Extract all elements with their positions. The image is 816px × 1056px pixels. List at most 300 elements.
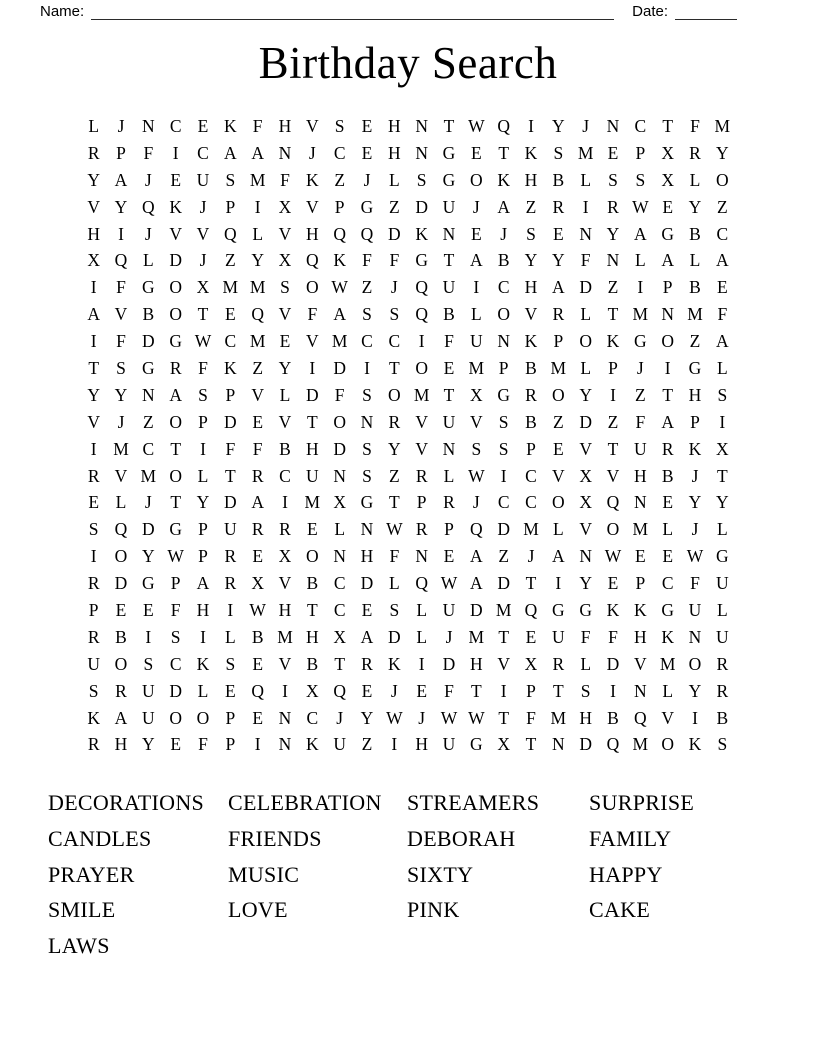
grid-cell: D [442, 653, 456, 674]
grid-cell: T [470, 680, 482, 701]
grid-cell: O [114, 546, 128, 567]
grid-cell: T [498, 626, 510, 647]
grid-cell: A [552, 546, 565, 567]
grid-cell: Q [415, 304, 428, 325]
grid-cell: J [445, 626, 453, 647]
grid-cell: R [415, 519, 428, 540]
grid-cell: C [279, 465, 291, 486]
grid-cell: D [114, 573, 128, 594]
grid-cell: E [224, 304, 236, 325]
grid-cell: C [525, 465, 537, 486]
grid-cell: H [306, 626, 319, 647]
grid-cell: U [442, 411, 456, 432]
grid-cell: P [444, 519, 454, 540]
grid-cell: B [552, 169, 565, 190]
grid-cell: S [608, 169, 618, 190]
grid-cell: D [142, 331, 155, 352]
grid-cell: H [196, 599, 210, 620]
grid-cell: I [254, 196, 261, 217]
grid-cell: Z [224, 250, 236, 271]
grid-cell: S [88, 519, 99, 540]
grid-cell: O [169, 304, 182, 325]
grid-cell: V [415, 411, 428, 432]
grid-cell: K [634, 599, 647, 620]
grid-cell: M [468, 357, 485, 378]
grid-cell: E [115, 599, 127, 620]
grid-cell: X [579, 465, 592, 486]
grid-cell: O [470, 169, 483, 190]
grid-cell: M [277, 626, 293, 647]
grid-cell: G [552, 599, 565, 620]
grid-cell: G [470, 734, 483, 755]
grid-cell: I [145, 626, 152, 647]
grid-cell: L [388, 573, 400, 594]
grid-cell: E [416, 680, 428, 701]
grid-cell: I [90, 331, 97, 352]
grid-cell: H [388, 142, 401, 163]
grid-cell: A [634, 223, 647, 244]
grid-cell: K [333, 250, 346, 271]
grid-cell: O [169, 707, 182, 728]
grid-cell: O [306, 546, 319, 567]
grid-cell: E [662, 196, 674, 217]
grid-cell: M [140, 465, 157, 486]
grid-cell: Z [607, 277, 619, 298]
grid-cell: P [198, 519, 208, 540]
word-list [48, 785, 816, 964]
grid-cell: E [607, 573, 619, 594]
grid-cell: O [606, 519, 620, 540]
grid-cell: S [198, 384, 208, 405]
grid-cell: E [252, 707, 264, 728]
grid-cell: G [442, 142, 456, 163]
grid-cell: N [606, 250, 620, 271]
grid-cell: M [304, 492, 321, 513]
grid-cell: T [306, 411, 318, 432]
grid-cell: H [415, 734, 428, 755]
grid-cell: J [117, 411, 125, 432]
grid-cell: K [415, 223, 428, 244]
grid-cell: Y [142, 546, 155, 567]
grid-cell: Y [552, 115, 565, 136]
grid-cell: V [114, 465, 128, 486]
grid-cell: A [716, 250, 729, 271]
grid-cell: D [579, 734, 592, 755]
grid-cell: W [194, 331, 212, 352]
grid-cell: T [607, 304, 619, 325]
grid-cell: E [252, 546, 264, 567]
grid-cell: R [552, 196, 565, 217]
grid-cell: E [634, 546, 646, 567]
grid-cell: H [278, 115, 292, 136]
grid-cell: Q [333, 680, 346, 701]
grid-cell: B [525, 357, 537, 378]
grid-cell: V [87, 196, 100, 217]
grid-cell: Q [497, 115, 510, 136]
grid-cell: L [580, 653, 592, 674]
grid-cell: E [470, 223, 482, 244]
grid-cell: Z [388, 465, 400, 486]
grid-cell: V [306, 196, 319, 217]
grid-cell: W [440, 707, 458, 728]
grid-cell: C [716, 223, 729, 244]
grid-cell: Y [251, 250, 264, 271]
grid-cell: W [468, 115, 485, 136]
word-list-item: PINK [407, 897, 460, 923]
word-list-item: CAKE [589, 897, 651, 923]
grid-cell: D [497, 519, 510, 540]
grid-cell: P [225, 384, 236, 405]
grid-cell: J [500, 223, 508, 244]
word-list-item: PRAYER [48, 861, 135, 887]
grid-cell: M [222, 277, 239, 298]
grid-cell: R [87, 734, 100, 755]
grid-cell: B [661, 465, 674, 486]
grid-cell: A [470, 573, 483, 594]
grid-cell: N [333, 546, 346, 567]
grid-cell: Q [470, 519, 483, 540]
grid-cell: I [254, 734, 261, 755]
grid-cell: T [334, 653, 346, 674]
grid-cell: F [444, 680, 454, 701]
word-list-item: FAMILY [589, 826, 672, 852]
grid-cell: N [360, 411, 374, 432]
grid-cell: L [279, 384, 291, 405]
grid-cell: Y [142, 734, 155, 755]
grid-cell: C [142, 438, 155, 459]
grid-cell: J [691, 465, 699, 486]
grid-cell: K [497, 169, 510, 190]
grid-cell: Y [360, 707, 374, 728]
grid-cell: J [527, 546, 535, 567]
grid-cell: N [497, 331, 510, 352]
grid-cell: N [661, 304, 674, 325]
grid-cell: S [362, 384, 372, 405]
grid-cell: N [360, 519, 374, 540]
grid-cell: C [388, 331, 401, 352]
grid-cell: C [224, 331, 237, 352]
grid-cell: S [471, 438, 482, 459]
grid-cell: V [579, 519, 592, 540]
grid-cell: S [498, 438, 509, 459]
grid-cell: G [142, 277, 155, 298]
grid-cell: T [525, 573, 537, 594]
grid-cell: W [440, 573, 458, 594]
word-list-item: CELEBRATION [228, 790, 382, 816]
grid-cell: I [719, 411, 726, 432]
grid-cell: R [87, 573, 100, 594]
grid-cell: Q [114, 519, 128, 540]
grid-cell: L [197, 465, 209, 486]
grid-cell: J [144, 492, 152, 513]
grid-cell: N [442, 223, 456, 244]
grid-cell: R [661, 438, 674, 459]
grid-cell: G [661, 223, 674, 244]
grid-cell: Y [196, 492, 210, 513]
grid-cell: A [114, 169, 128, 190]
grid-cell: M [468, 626, 485, 647]
grid-cell: M [632, 734, 649, 755]
grid-cell: H [360, 546, 374, 567]
grid-cell: I [418, 653, 425, 674]
grid-cell: S [88, 680, 99, 701]
grid-cell: D [388, 626, 401, 647]
grid-cell: T [498, 142, 510, 163]
grid-cell: E [224, 680, 236, 701]
grid-cell: O [552, 492, 565, 513]
grid-cell: O [196, 707, 210, 728]
grid-cell: V [634, 653, 647, 674]
grid-cell: R [552, 304, 565, 325]
grid-cell: K [661, 626, 674, 647]
grid-cell: K [196, 653, 210, 674]
grid-cell: E [361, 599, 373, 620]
grid-cell: M [550, 357, 567, 378]
grid-cell: A [224, 142, 237, 163]
grid-cell: J [472, 492, 480, 513]
grid-cell: A [716, 331, 729, 352]
grid-cell: O [579, 331, 592, 352]
grid-cell: M [632, 304, 649, 325]
grid-cell: S [526, 223, 536, 244]
grid-cell: Q [360, 223, 374, 244]
grid-cell: Q [251, 304, 264, 325]
grid-cell: J [363, 169, 371, 190]
grid-cell: G [142, 357, 155, 378]
grid-cell: M [687, 304, 703, 325]
grid-cell: R [279, 519, 291, 540]
grid-cell: Z [716, 196, 728, 217]
grid-cell: Q [306, 250, 319, 271]
grid-cell: Z [689, 331, 701, 352]
grid-cell: J [144, 169, 152, 190]
grid-cell: X [497, 734, 510, 755]
grid-cell: R [415, 465, 428, 486]
grid-cell: Y [87, 169, 100, 190]
grid-cell: T [443, 384, 455, 405]
grid-cell: N [606, 115, 620, 136]
grid-cell: H [306, 438, 319, 459]
grid-cell: B [443, 304, 455, 325]
grid-cell: R [224, 546, 237, 567]
grid-cell: J [390, 277, 398, 298]
grid-cell: F [444, 331, 454, 352]
word-list-item: MUSIC [228, 861, 300, 887]
grid-cell: Y [606, 223, 620, 244]
grid-cell: B [689, 277, 701, 298]
grid-cell: F [116, 277, 126, 298]
grid-cell: E [88, 492, 100, 513]
grid-cell: B [115, 626, 127, 647]
grid-cell: I [582, 196, 589, 217]
grid-cell: O [114, 653, 128, 674]
grid-cell: G [360, 196, 374, 217]
grid-cell: V [415, 438, 428, 459]
grid-cell: F [334, 384, 345, 405]
grid-cell: G [661, 599, 674, 620]
grid-cell: T [552, 680, 564, 701]
grid-cell: E [361, 115, 373, 136]
grid-cell: R [169, 357, 182, 378]
grid-cell: J [390, 680, 398, 701]
grid-cell: I [528, 115, 534, 136]
grid-cell: H [634, 465, 647, 486]
grid-cell: M [714, 115, 731, 136]
grid-cell: Y [716, 492, 729, 513]
grid-cell: O [688, 653, 702, 674]
grid-cell: X [251, 573, 264, 594]
grid-cell: U [142, 707, 155, 728]
grid-cell: S [498, 411, 509, 432]
grid-cell: V [606, 465, 620, 486]
grid-cell: U [442, 734, 456, 755]
word-list-item: LOVE [228, 897, 288, 923]
grid-cell: E [252, 653, 264, 674]
grid-cell: F [198, 357, 208, 378]
grid-cell: F [143, 142, 154, 163]
grid-cell: S [362, 438, 372, 459]
grid-cell: A [470, 250, 483, 271]
grid-cell: T [498, 707, 510, 728]
grid-cell: R [525, 384, 537, 405]
grid-cell: Q [142, 196, 155, 217]
grid-cell: A [497, 196, 510, 217]
grid-cell: E [662, 546, 674, 567]
grid-cell: P [198, 546, 208, 567]
grid-cell: P [526, 438, 536, 459]
grid-cell: B [525, 411, 537, 432]
grid-cell: T [443, 115, 455, 136]
grid-cell: Y [716, 142, 729, 163]
grid-cell: I [200, 438, 206, 459]
grid-cell: U [552, 626, 565, 647]
grid-cell: I [90, 277, 97, 298]
grid-cell: K [388, 653, 401, 674]
grid-cell: Y [87, 384, 100, 405]
grid-cell: C [361, 331, 373, 352]
grid-cell: I [555, 573, 562, 594]
grid-cell: V [278, 223, 292, 244]
grid-cell: Y [688, 196, 702, 217]
grid-cell: B [716, 707, 729, 728]
grid-cell: I [610, 680, 616, 701]
grid-cell: N [142, 115, 155, 136]
grid-cell: V [114, 304, 128, 325]
grid-cell: A [470, 546, 483, 567]
grid-cell: E [552, 223, 564, 244]
grid-cell: T [306, 599, 318, 620]
word-list-column [228, 785, 407, 964]
grid-cell: R [224, 573, 237, 594]
grid-cell: V [278, 653, 292, 674]
grid-cell: I [610, 384, 616, 405]
grid-cell: O [333, 411, 346, 432]
grid-cell: G [142, 573, 155, 594]
grid-cell: M [113, 438, 129, 459]
grid-cell: A [87, 304, 100, 325]
grid-cell: P [553, 331, 564, 352]
grid-cell: T [224, 465, 236, 486]
grid-cell: V [524, 304, 538, 325]
grid-cell: L [334, 519, 346, 540]
grid-cell: F [580, 626, 591, 647]
grid-cell: V [306, 331, 319, 352]
grid-cell: N [634, 680, 647, 701]
grid-cell: E [279, 331, 291, 352]
grid-cell: G [360, 492, 374, 513]
grid-cell: W [167, 546, 184, 567]
grid-cell: T [607, 438, 619, 459]
grid-cell: C [197, 142, 209, 163]
grid-cell: M [632, 519, 649, 540]
grid-cell: X [716, 438, 729, 459]
word-list-item: SURPRISE [589, 790, 695, 816]
grid-cell: F [389, 546, 400, 567]
grid-cell: L [716, 599, 728, 620]
word-list-item: FRIENDS [228, 826, 322, 852]
grid-cell: S [280, 277, 290, 298]
grid-cell: U [716, 626, 729, 647]
grid-cell: A [114, 707, 128, 728]
grid-cell: L [115, 492, 127, 513]
grid-cell: Y [688, 680, 702, 701]
grid-cell: L [580, 304, 592, 325]
grid-cell: U [442, 196, 456, 217]
grid-cell: O [306, 277, 319, 298]
grid-cell: A [661, 411, 674, 432]
grid-cell: R [607, 196, 619, 217]
grid-cell: Y [524, 250, 538, 271]
grid-cell: X [579, 492, 592, 513]
grid-cell: R [251, 465, 264, 486]
grid-cell: I [118, 223, 124, 244]
grid-cell: F [198, 734, 208, 755]
grid-cell: V [196, 223, 210, 244]
grid-cell: E [170, 734, 182, 755]
grid-cell: M [331, 331, 348, 352]
grid-cell: L [224, 626, 236, 647]
grid-cell: Q [415, 277, 428, 298]
grid-cell: W [386, 707, 403, 728]
grid-cell: Q [634, 707, 647, 728]
grid-cell: M [249, 277, 266, 298]
grid-cell: D [497, 573, 510, 594]
grid-cell: R [87, 142, 100, 163]
grid-cell: V [278, 304, 292, 325]
grid-cell: L [416, 626, 428, 647]
grid-cell: R [87, 465, 100, 486]
grid-cell: I [418, 331, 425, 352]
grid-cell: X [661, 142, 674, 163]
grid-cell: J [117, 115, 125, 136]
grid-cell: T [525, 734, 537, 755]
grid-cell: R [251, 519, 264, 540]
grid-cell: W [604, 546, 622, 567]
grid-cell: Z [252, 357, 264, 378]
grid-cell: L [142, 250, 154, 271]
grid-cell: N [579, 546, 592, 567]
grid-cell: X [278, 546, 292, 567]
grid-cell: D [169, 680, 182, 701]
grid-cell: I [309, 357, 316, 378]
grid-cell: H [278, 599, 292, 620]
grid-cell: P [608, 357, 618, 378]
grid-cell: F [717, 304, 728, 325]
grid-cell: M [249, 169, 266, 190]
grid-cell: M [577, 142, 594, 163]
grid-cell: Q [524, 599, 538, 620]
grid-cell: I [282, 680, 288, 701]
